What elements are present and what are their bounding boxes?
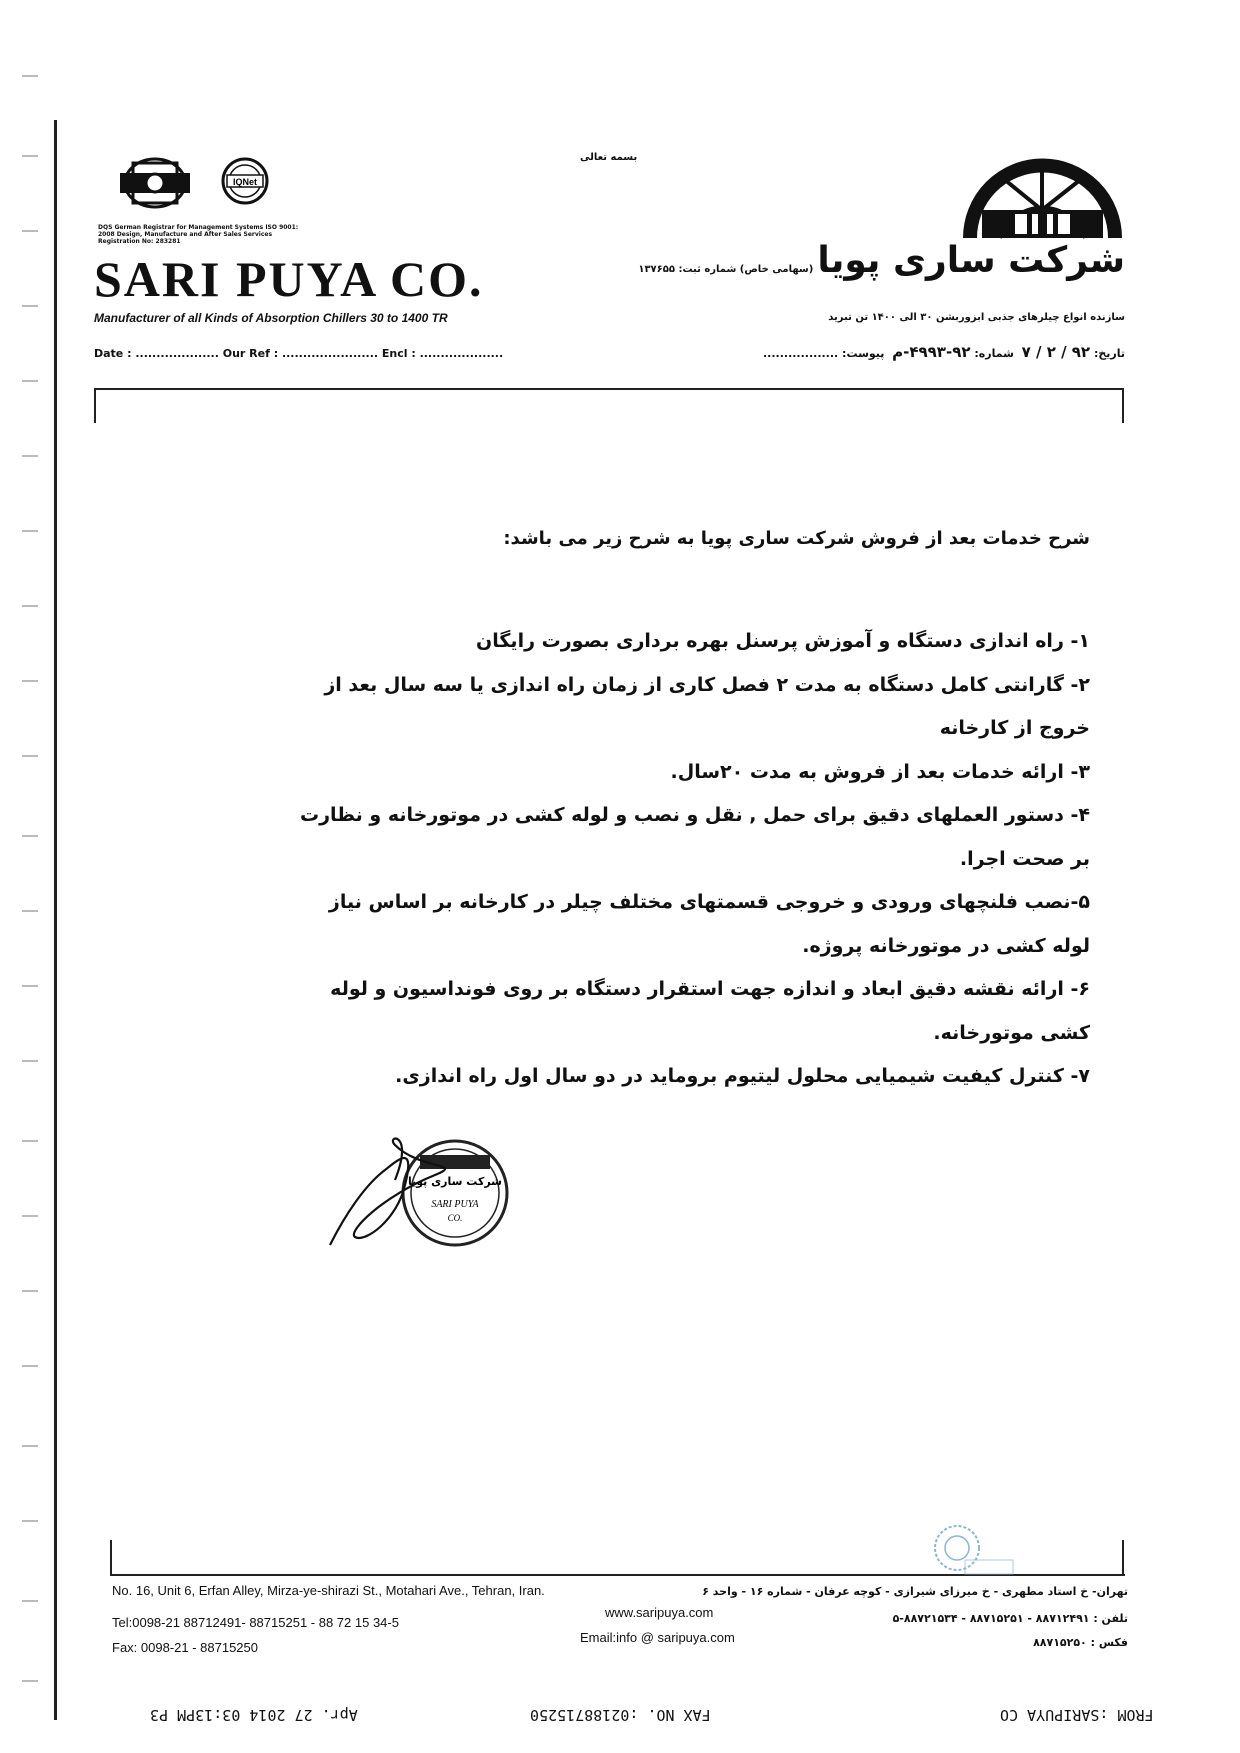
list-item: ۲- گارانتی کامل دستگاه به مدت ۲ فصل کاری از زمان راه اندازی یا سه سال بعد از خروج از کارخانه	[324, 673, 1090, 739]
list-item: ۷- کنترل کیفیت شیمیایی محلول لیتیوم بروماید در دو سال اول راه اندازی.	[395, 1065, 1090, 1087]
margin-tick	[22, 910, 38, 912]
fax-datetime: Apr. 27 2014 03:13PM P3	[150, 1706, 358, 1724]
stamp-text-fa: شرکت ساری پویا	[407, 1175, 503, 1188]
margin-tick	[22, 380, 38, 382]
list-item: ۵-نصب فلنچهای ورودی و خروجی قسمتهای مختلف چیلر در کارخانه بر اساس نیاز لوله کشی در موتورخانه پروژه.	[328, 891, 1090, 957]
margin-tick	[22, 755, 38, 757]
stamp-text-en: SARI PUYA	[431, 1199, 479, 1210]
address-en: No. 16, Unit 6, Erfan Alley, Mirza-ye-shirazi St., Motahari Ave., Tehran, Iran.	[112, 1583, 545, 1598]
fax-from: FROM :SARIPUYA CO	[1000, 1706, 1154, 1724]
bismillah: بسمه تعالی	[580, 152, 638, 163]
brand-name: SARI PUYA CO.	[94, 251, 484, 307]
margin-tick	[22, 1215, 38, 1217]
margin-tick	[22, 230, 38, 232]
sari-puya-logo-icon	[960, 150, 1125, 242]
frame-corner-right	[1122, 389, 1124, 423]
margin-tick	[22, 155, 38, 157]
margin-tick	[22, 1290, 38, 1292]
footer-frame-right	[1122, 1540, 1124, 1575]
margin-tick	[22, 1680, 38, 1682]
company-name-fa	[638, 240, 1125, 281]
margin-tick	[22, 1520, 38, 1522]
tel-fa: تلفن : ۸۸۷۱۲۴۹۱ - ۸۸۷۱۵۲۵۱ - ۸۸۷۲۱۵۳۴-۵	[892, 1612, 1128, 1625]
margin-tick	[22, 75, 38, 77]
dqs-logo-icon	[120, 159, 190, 207]
margin-tick	[22, 680, 38, 682]
document-title: شرح خدمات بعد از فروش شرکت ساری پویا به شرح زیر می باشد:	[503, 528, 1090, 549]
margin-tick	[22, 1365, 38, 1367]
iqnet-label: IQNet	[232, 177, 258, 187]
fax-en: Fax: 0098-21 - 88715250	[112, 1640, 258, 1655]
margin-tick	[22, 1445, 38, 1447]
date-line-fa: تاریخ: ۹۲ / ۲ / ۷ شماره: ۹۲-۴۹۹۳-م پیوست: ..................	[763, 343, 1125, 361]
address-fa: تهران- خ استاد مطهری - خ میرزای شیرازی - کوچه عرفان - شماره ۱۶ - واحد ۶	[702, 1585, 1128, 1598]
date-value: ۹۲ / ۲ / ۷	[1021, 343, 1091, 361]
list-item: ۳- ارائه خدمات بعد از فروش به مدت ۲۰سال.	[670, 760, 1090, 783]
left-margin-rule	[54, 120, 57, 1720]
list-item: ۶- ارائه نقشه دقیق ابعاد و اندازه جهت استقرار دستگاه بر روی فونداسیون و لوله کشی موتورخانه.	[330, 978, 1090, 1044]
number-label-fa: شماره:	[974, 347, 1014, 360]
service-list	[290, 620, 1090, 1099]
frame-corner-left	[94, 389, 96, 423]
date-label-fa: تاریخ:	[1093, 347, 1125, 360]
email-link[interactable]: Email:info @ saripuya.com	[580, 1630, 735, 1645]
footer-frame-left	[110, 1540, 112, 1575]
brand-tagline: Manufacturer of all Kinds of Absorption Chillers 30 to 1400 TR	[94, 311, 448, 325]
certification-logos	[105, 155, 295, 225]
margin-tick	[22, 985, 38, 987]
margin-tick	[22, 1140, 38, 1142]
margin-tick	[22, 1600, 38, 1602]
blue-received-stamp-icon	[925, 1520, 1015, 1578]
stamp-text-en2: CO.	[447, 1213, 463, 1223]
fax-number: FAX NO. :02188715250	[530, 1706, 711, 1724]
attachment-label-fa: پیوست:	[842, 347, 885, 360]
margin-tick	[22, 530, 38, 532]
handwritten-signature-icon	[330, 1138, 445, 1245]
tagline-fa: سازنده انواع چیلرهای جذبی ابزوربشن ۳۰ الی ۱۴۰۰ تن تبرید	[828, 312, 1125, 323]
company-type-fa: (سهامی خاص) شماره ثبت: ۱۳۷۶۵۵	[638, 264, 814, 275]
header-rule	[94, 388, 1124, 390]
margin-tick	[22, 835, 38, 837]
iqnet-logo-icon	[223, 159, 267, 203]
margin-tick	[22, 455, 38, 457]
number-value: ۹۲-۴۹۹۳-م	[892, 343, 971, 361]
signature-stamp	[325, 1125, 525, 1250]
margin-tick	[22, 605, 38, 607]
list-item: ۱- راه اندازی دستگاه و آموزش پرسنل بهره برداری بصورت رایگان	[476, 630, 1090, 652]
tel-en: Tel:0098-21 88712491- 88715251 - 88 72 15 34-5	[112, 1615, 399, 1630]
margin-tick	[22, 1060, 38, 1062]
certification-text: DQS German Registrar for Management Systems ISO 9001: 2008 Design, Manufacture and After Sales Services Registration No: 283281	[98, 224, 299, 245]
website-link[interactable]: www.saripuya.com	[605, 1605, 714, 1620]
company-stamp-icon	[403, 1141, 507, 1245]
fax-fa: فکس : ۸۸۷۱۵۲۵۰	[1033, 1636, 1128, 1649]
list-item: ۴- دستور العملهای دقیق برای حمل , نقل و نصب و لوله کشی در موتورخانه و نظارت بر صحت اجرا.	[299, 804, 1090, 870]
reference-line: Date : .................... Our Ref : ....................... Encl : ....................	[94, 347, 504, 360]
margin-tick	[22, 305, 38, 307]
company-name-fa-text: شرکت ساری پویا	[817, 240, 1125, 281]
